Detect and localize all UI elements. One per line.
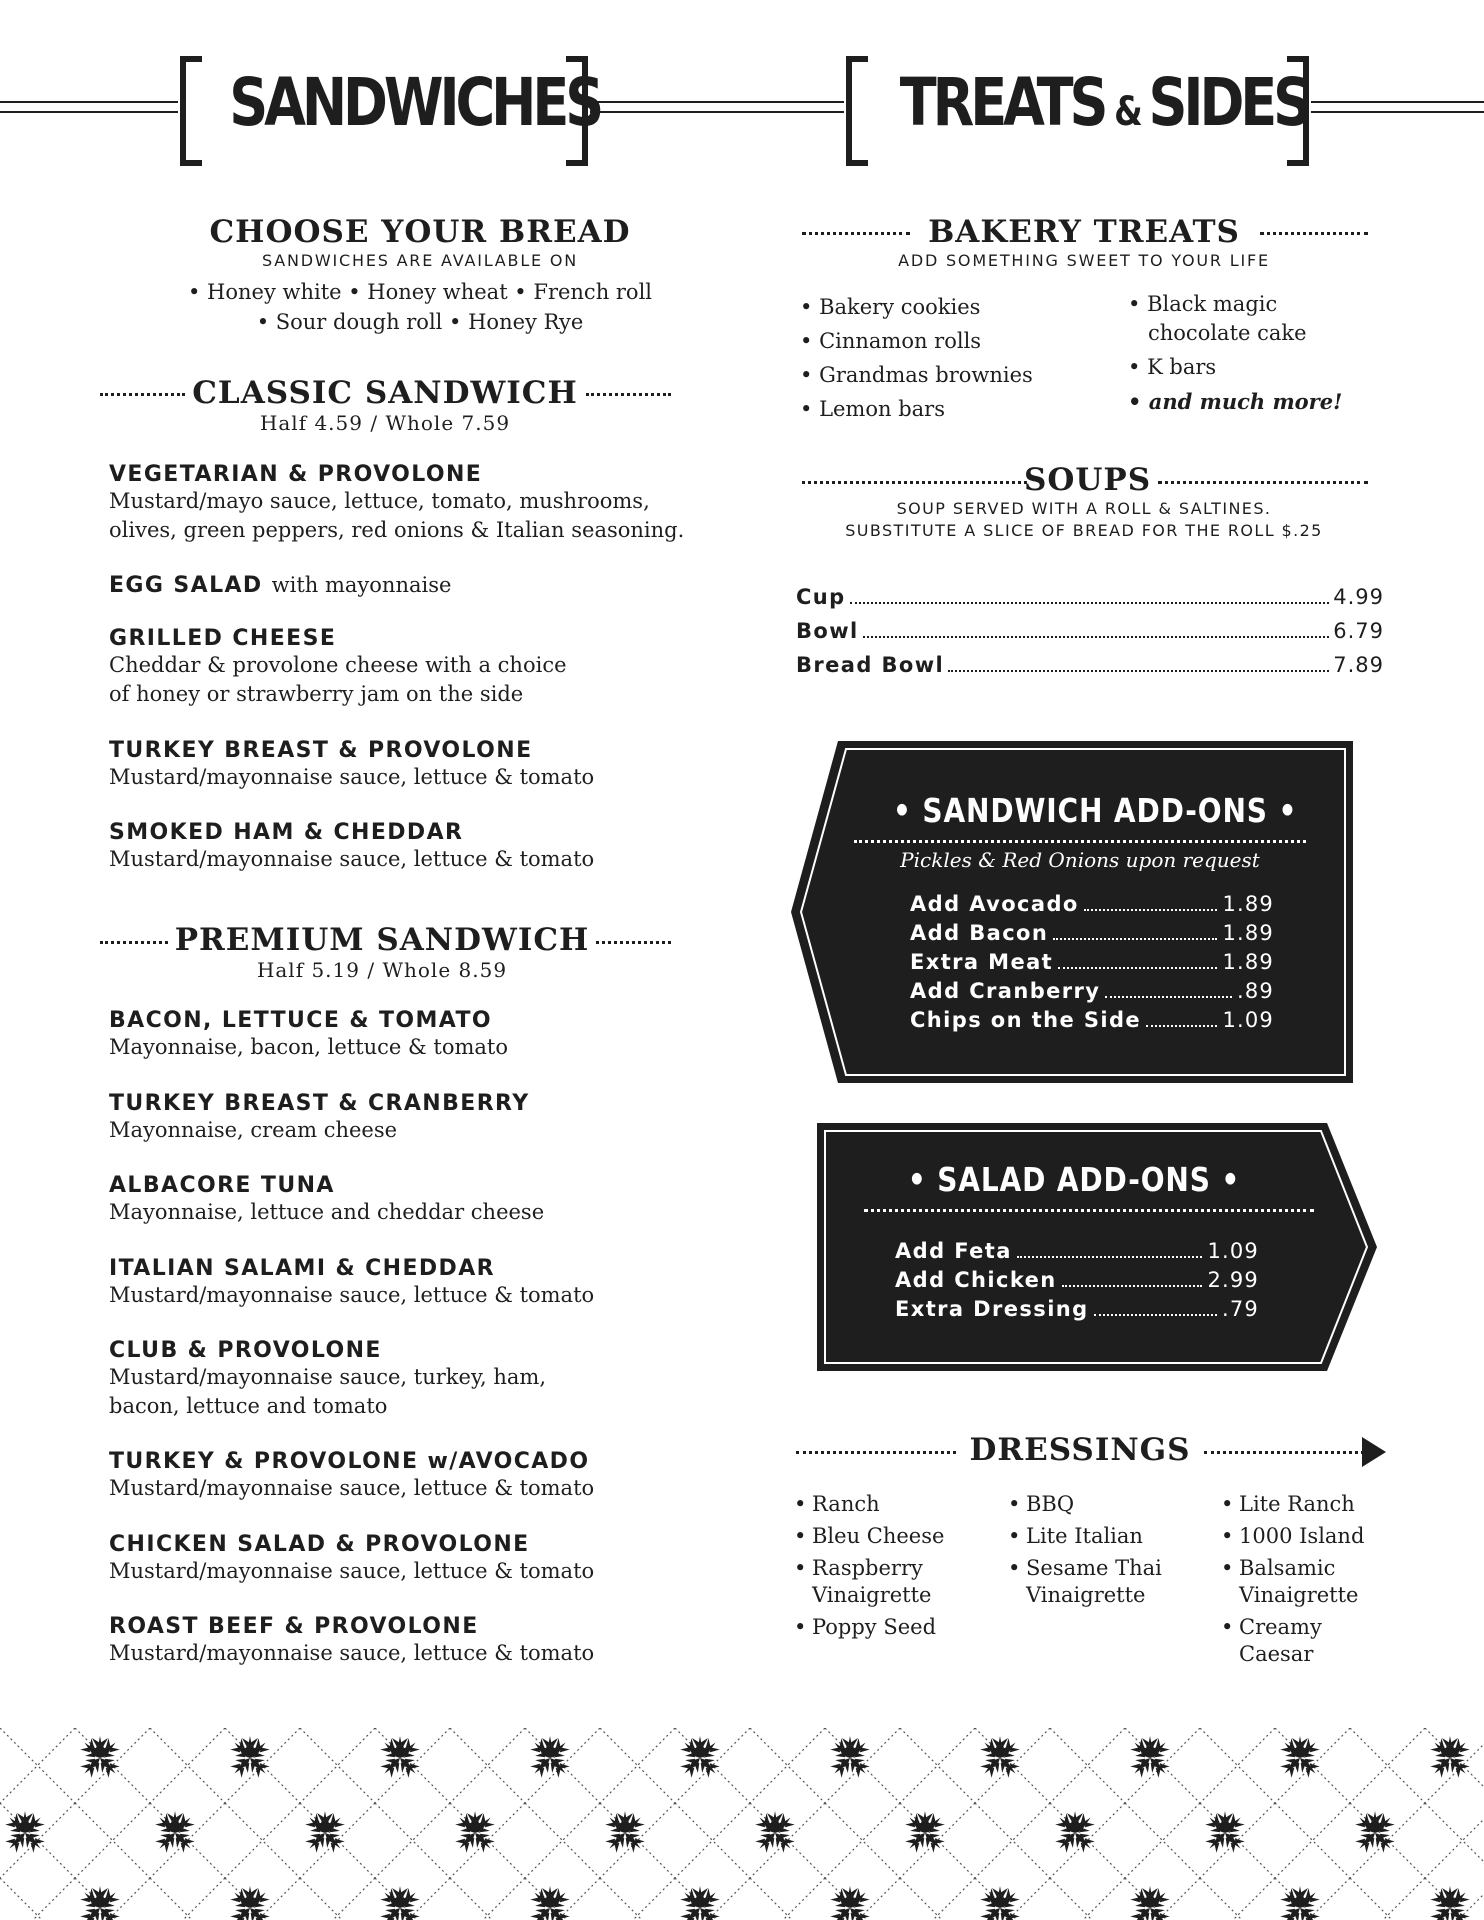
leader-dots: [1058, 967, 1217, 969]
addon-label: Extra Dressing: [895, 1297, 1089, 1321]
list-item-cont: Caesar: [1239, 1642, 1314, 1666]
item-desc: Mustard/mayonnaise sauce, lettuce & tomato: [109, 847, 595, 871]
leader-dots: [1146, 1025, 1217, 1027]
list-item: [1008, 1555, 1162, 1609]
bullet: •: [1221, 1524, 1234, 1548]
item-desc: Mayonnaise, bacon, lettuce & tomato: [109, 1035, 508, 1059]
menu-item: [109, 738, 749, 792]
sandwiches-title: SANDWICHES: [229, 64, 601, 141]
soups-dots-right: [1158, 481, 1368, 484]
treats-word: TREATS: [899, 64, 1105, 141]
soup-label: Cup: [796, 585, 846, 609]
list-item: • Grandmas brownies: [800, 358, 1033, 392]
classic-price: Half 4.59 / Whole 7.59: [259, 411, 511, 435]
addon-price: 1.89: [1222, 921, 1274, 945]
item-desc: olives, green peppers, red onions & Italian seasoning.: [109, 518, 685, 542]
bullet: •: [794, 1615, 807, 1639]
soups-subtitle-2: SUBSTITUTE A SLICE OF BREAD FOR THE ROLL $.25: [845, 521, 1323, 540]
premium-sandwich-heading: PREMIUM SANDWICH: [174, 922, 590, 958]
menu-item: [109, 1338, 749, 1421]
menu-item: [109, 820, 749, 874]
item-name: [109, 573, 749, 598]
addon-row: [910, 921, 1274, 945]
addon-label: Add Feta: [895, 1239, 1012, 1263]
addon-row: [910, 1008, 1274, 1032]
sandwich-addons-rule: [854, 840, 1306, 843]
list-item-text: and much more!: [1148, 389, 1343, 414]
bullet: •: [794, 1556, 807, 1580]
bread-options-line-1: • Honey white • Honey wheat • French roll: [187, 280, 653, 304]
list-item: [1008, 1491, 1162, 1518]
addon-label: Add Bacon: [910, 921, 1049, 945]
soups-heading: SOUPS: [1024, 462, 1152, 498]
bracket-right-open: [846, 56, 868, 166]
dressings-col-3: [1221, 1491, 1364, 1673]
addon-price: 1.89: [1222, 950, 1274, 974]
salad-addons-title: • SALAD ADD-ONS •: [907, 1160, 1241, 1199]
bakery-dots-left: [802, 232, 910, 235]
ampersand: &: [1114, 89, 1139, 135]
addon-price: 2.99: [1207, 1268, 1259, 1292]
list-item: • Cinnamon rolls: [800, 324, 1033, 358]
leader-dots: [1053, 938, 1217, 940]
item-desc: Cheddar & provolone cheese with a choice: [109, 653, 567, 677]
leader-dots: [1062, 1285, 1203, 1287]
soup-row: [796, 619, 1384, 643]
soup-label: Bread Bowl: [796, 653, 945, 677]
addon-price: .79: [1222, 1297, 1259, 1321]
list-item: • Bakery cookies: [800, 290, 1033, 324]
leader-dots: [1017, 1256, 1203, 1258]
list-item: [1221, 1555, 1364, 1609]
bullet: •: [1008, 1492, 1021, 1516]
soup-price: 7.89: [1333, 653, 1384, 677]
classic-dots-right: [586, 393, 671, 396]
header-rule-left: [0, 101, 178, 113]
addon-label: Chips on the Side: [910, 1008, 1142, 1032]
item-desc: Mustard/mayonnaise sauce, lettuce & tomato: [109, 1559, 595, 1583]
bakery-list-2: [1128, 290, 1342, 416]
soup-row: [796, 585, 1384, 609]
item-name: SMOKED HAM & CHEDDAR: [109, 820, 464, 845]
list-item-text: Balsamic: [1239, 1556, 1336, 1580]
bullet: •: [1221, 1492, 1234, 1516]
item-name: CHICKEN SALAD & PROVOLONE: [109, 1532, 530, 1557]
item-desc: Mayonnaise, cream cheese: [109, 1118, 398, 1142]
item-desc: Mustard/mayonnaise sauce, lettuce & tomato: [109, 765, 595, 789]
item-desc: Mustard/mayonnaise sauce, lettuce & tomato: [109, 1283, 595, 1307]
list-item-text: Lite Italian: [1026, 1524, 1143, 1548]
list-item: [794, 1614, 944, 1641]
leader-dots: [863, 636, 1330, 638]
leader-dots: [1094, 1314, 1217, 1316]
item-desc: Mustard/mayonnaise sauce, turkey, ham,: [109, 1365, 547, 1389]
sides-word: SIDES: [1148, 64, 1309, 141]
item-desc: Mustard/mayonnaise sauce, lettuce & tomato: [109, 1476, 595, 1500]
item-name: VEGETARIAN & PROVOLONE: [109, 462, 483, 487]
choose-bread-subtitle: SANDWICHES ARE AVAILABLE ON: [261, 251, 579, 270]
list-item: [794, 1555, 944, 1609]
addon-row: [910, 979, 1274, 1003]
item-name: BACON, LETTUCE & TOMATO: [109, 1008, 493, 1033]
addon-price: .89: [1237, 979, 1274, 1003]
addon-price: 1.09: [1207, 1239, 1259, 1263]
menu-item: [109, 1256, 749, 1310]
soup-price: 4.99: [1333, 585, 1384, 609]
sandwich-addons-title: • SANDWICH ADD-ONS •: [893, 791, 1298, 830]
menu-item: [109, 1449, 749, 1503]
item-desc: Mustard/mayo sauce, lettuce, tomato, mushrooms,: [109, 489, 650, 513]
wheat-tile-icon: [0, 1728, 1484, 1920]
list-item-text: 1000 Island: [1239, 1524, 1365, 1548]
bullet: •: [794, 1524, 807, 1548]
menu-item: [109, 1173, 749, 1227]
addon-price: 1.89: [1222, 892, 1274, 916]
list-item: [794, 1523, 944, 1550]
list-item-text: Ranch: [812, 1492, 880, 1516]
addon-row: [895, 1268, 1259, 1292]
dressings-heading: DRESSINGS: [969, 1432, 1191, 1468]
item-desc: Mayonnaise, lettuce and cheddar cheese: [109, 1200, 545, 1224]
list-item-text: BBQ: [1026, 1492, 1075, 1516]
bullet: •: [1221, 1615, 1234, 1639]
addon-row: [910, 892, 1274, 916]
bakery-treats-heading: BAKERY TREATS: [928, 214, 1240, 250]
leader-dots: [1084, 909, 1218, 911]
premium-dots-left: [100, 941, 168, 944]
menu-item: [109, 1614, 749, 1668]
bullet: •: [1221, 1556, 1234, 1580]
arrow-right-icon: [1362, 1437, 1386, 1467]
bullet: •: [1008, 1556, 1021, 1580]
premium-price: Half 5.19 / Whole 8.59: [256, 958, 508, 982]
premium-dots-right: [596, 941, 671, 944]
list-item: [1008, 1523, 1162, 1550]
bakery-dots-right: [1260, 232, 1368, 235]
treats-sides-title: [899, 64, 1309, 141]
list-item: [1221, 1614, 1364, 1668]
item-name: TURKEY & PROVOLONE w/AVOCADO: [109, 1449, 590, 1474]
item-desc: bacon, lettuce and tomato: [109, 1394, 388, 1418]
item-name: TURKEY BREAST & PROVOLONE: [109, 738, 533, 763]
list-item-cont: Vinaigrette: [1026, 1583, 1146, 1607]
soups-subtitle-1: SOUP SERVED WITH A ROLL & SALTINES.: [896, 499, 1272, 518]
list-item: • Lemon bars: [800, 392, 1033, 426]
classic-sandwich-heading: CLASSIC SANDWICH: [192, 375, 578, 411]
list-item: [1221, 1523, 1364, 1550]
list-item-text: Bleu Cheese: [812, 1524, 945, 1548]
header-rule-middle: [590, 101, 844, 113]
addon-label: Add Avocado: [910, 892, 1079, 916]
addon-label: Extra Meat: [910, 950, 1054, 974]
bracket-right-close: [1287, 56, 1309, 166]
dressings-dots-left: [796, 1451, 956, 1454]
item-desc: of honey or strawberry jam on the side: [109, 682, 524, 706]
dressings-col-2: [1008, 1491, 1162, 1614]
dressings-col-1: [794, 1491, 944, 1646]
header-rule-right: [1311, 101, 1484, 113]
list-item: • K bars: [1128, 355, 1217, 379]
bullet: •: [794, 1492, 807, 1516]
list-item-cont: Vinaigrette: [1239, 1583, 1359, 1607]
leader-dots: [850, 602, 1330, 604]
addon-row: [895, 1239, 1259, 1263]
item-name: ALBACORE TUNA: [109, 1173, 335, 1198]
list-item-text: Creamy: [1239, 1615, 1322, 1639]
classic-dots-left: [100, 393, 185, 396]
list-item-text: Lite Ranch: [1239, 1492, 1355, 1516]
item-desc: Mustard/mayonnaise sauce, lettuce & tomato: [109, 1641, 595, 1665]
bakery-subtitle: ADD SOMETHING SWEET TO YOUR LIFE: [898, 251, 1270, 270]
menu-item: [109, 1532, 749, 1586]
menu-item: [109, 1008, 749, 1062]
list-item: • Black magic: [1128, 292, 1278, 316]
leader-dots: [1105, 996, 1232, 998]
bracket-left-open: [180, 56, 202, 166]
addon-row: [910, 950, 1274, 974]
leader-dots: [948, 670, 1329, 672]
menu-item: [109, 626, 749, 709]
list-item-text: K bars: [1147, 355, 1217, 379]
bread-options-line-2: • Sour dough roll • Honey Rye: [256, 310, 584, 334]
addon-row: [895, 1297, 1259, 1321]
list-item-cont: chocolate cake: [1148, 321, 1307, 345]
list-item-cont: Vinaigrette: [812, 1583, 932, 1607]
item-name: ITALIAN SALAMI & CHEDDAR: [109, 1256, 495, 1281]
soups-dots-left: [802, 481, 1027, 484]
sandwich-addons-note: Pickles & Red Onions upon request: [900, 848, 1260, 872]
list-item-text: Poppy Seed: [812, 1615, 937, 1639]
addon-label: Add Cranberry: [910, 979, 1101, 1003]
addon-price: 1.09: [1222, 1008, 1274, 1032]
list-item-text: Sesame Thai: [1026, 1556, 1162, 1580]
bullet: •: [1008, 1524, 1021, 1548]
item-name: GRILLED CHEESE: [109, 626, 337, 651]
list-item: [794, 1491, 944, 1518]
list-item-text: Raspberry: [812, 1556, 923, 1580]
salad-addons-rule: [864, 1209, 1314, 1212]
addon-label: Add Chicken: [895, 1268, 1057, 1292]
choose-bread-heading: CHOOSE YOUR BREAD: [209, 214, 631, 250]
item-inline-desc: with mayonnaise: [271, 573, 452, 597]
soup-label: Bowl: [796, 619, 859, 643]
item-name: TURKEY BREAST & CRANBERRY: [109, 1091, 530, 1116]
bracket-left-close: [566, 56, 588, 166]
list-item: [1221, 1491, 1364, 1518]
item-name: CLUB & PROVOLONE: [109, 1338, 382, 1363]
soup-price: 6.79: [1333, 619, 1384, 643]
soup-row: [796, 653, 1384, 677]
menu-item: [109, 1091, 749, 1145]
menu-item: [109, 462, 749, 545]
list-item-text: Black magic: [1147, 292, 1278, 316]
list-item: • and much more!: [1128, 389, 1343, 414]
bakery-list-1: [800, 290, 1033, 426]
item-name: ROAST BEEF & PROVOLONE: [109, 1614, 479, 1639]
item-title: EGG SALAD: [109, 573, 263, 598]
dressings-dots-right: [1204, 1451, 1364, 1454]
menu-item: [109, 573, 749, 598]
